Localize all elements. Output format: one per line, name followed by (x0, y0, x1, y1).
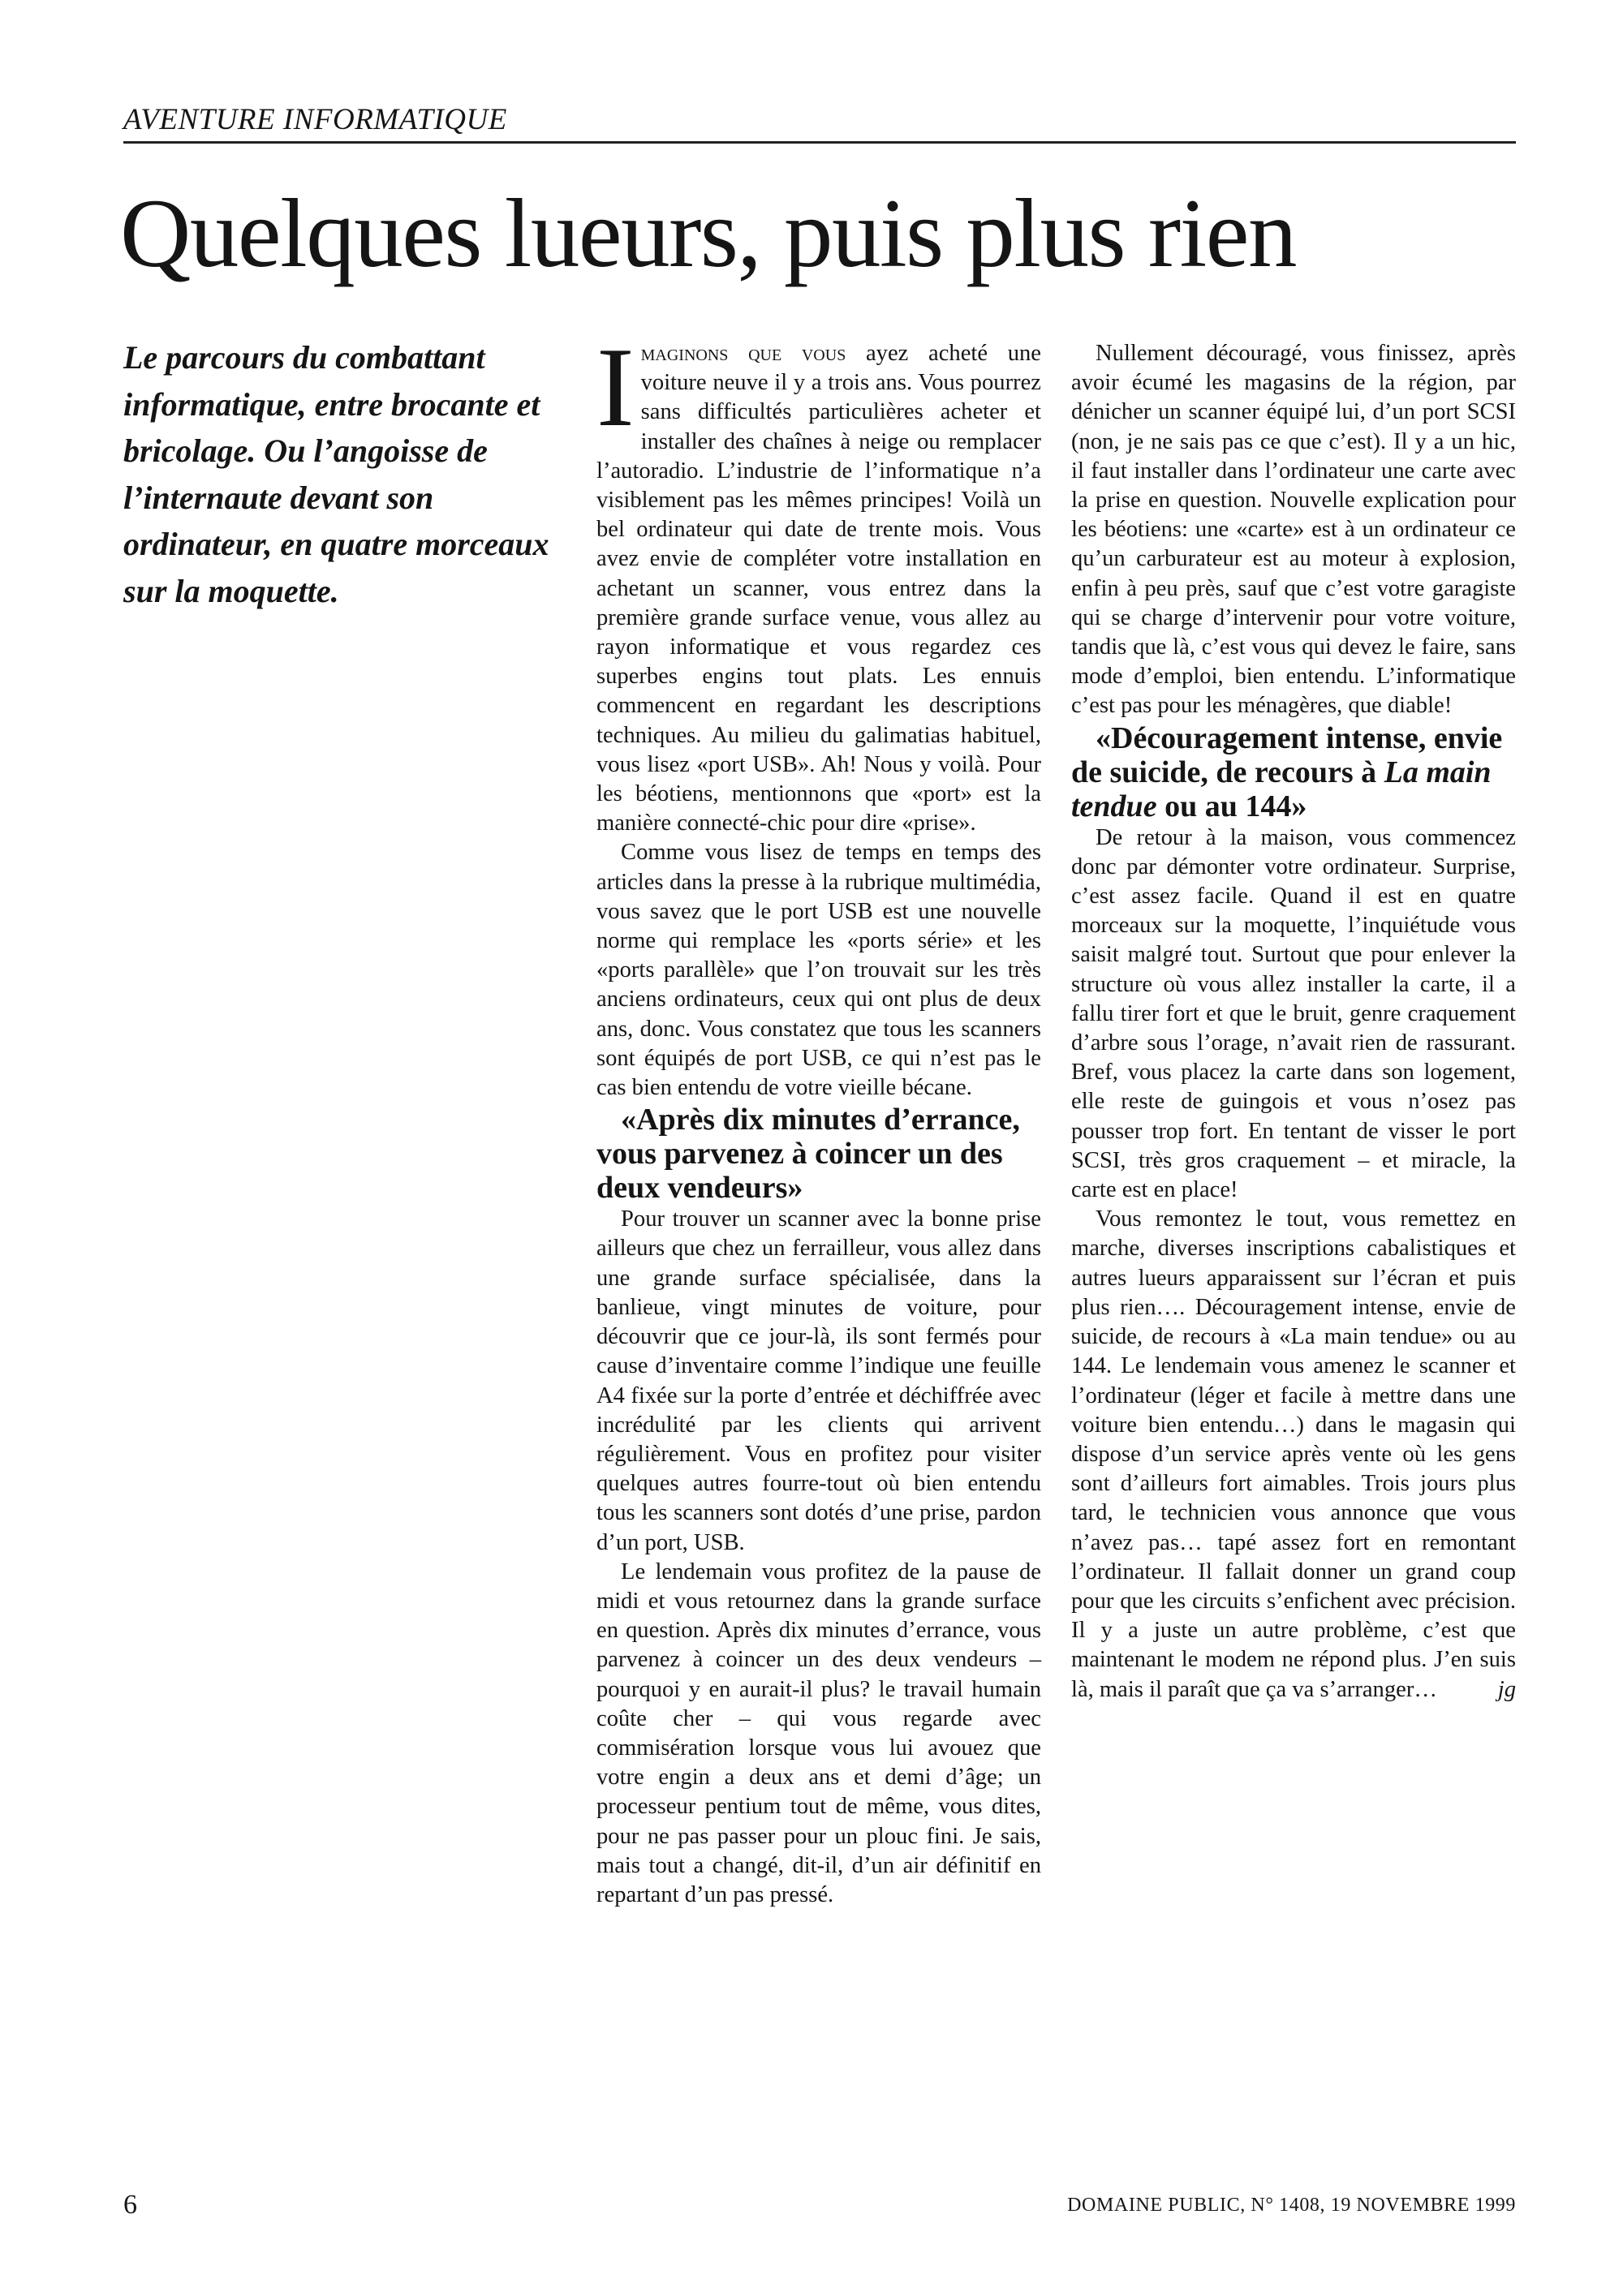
article-paragraph: Pour trouver un scanner avec la bonne prise ailleurs que chez un ferrailleur, vous allez dans une grande surface spécialisée, dans la banlieue, vingt minutes de voiture, pour découvrir que ce jour-là, ils sont fermés pour cause d’inventaire comme l’indique une feuille A4 fixée sur la porte d’entrée et déchiffrée avec incrédulité par les clients qui arrivent régulièrement. Vous en profitez pour visiter quelques autres fourre-tout où bien entendu tous les scanners sont dotés d’une prise, pardon d’un port, USB. (596, 1206, 1041, 1555)
article-paragraph: De retour à la maison, vous commencez donc par démonter votre ordinateur. Surprise, c’est assez facile. Quand il est en quatre morceaux sur la moquette, l’inquiétude vous saisit malgré tout. Surtout que pour enlever la structure où vous allez installer la carte, il a fallu tirer fort et que le bruit, genre craquement d’arbre sous l’orage, n’avait rien de rassurant. Bref, vous placez la carte dans son logement, elle reste de guingois et vous n’osez pas pousser trop fort. En tentant de visser le port SCSI, très gros craquement – et miracle, la carte est en place! (1071, 824, 1516, 1203)
section-rubric: AVENTURE INFORMATIQUE (123, 101, 1516, 144)
article-paragraph (596, 325, 1041, 838)
opening-small-caps: maginons que vous (640, 341, 846, 366)
subheading: «Après dix minutes d’errance, vous parvenez à coincer un des deux vendeurs» (596, 1103, 1020, 1206)
subheading-italic: La main tendue (1071, 755, 1492, 823)
article-paragraph (1071, 1205, 1516, 1704)
article-lead: Le parcours du combattant informatique, entre brocante et bricolage. Ou l’angoisse de l’internaute devant son ordinateur, en quatre morceaux sur la moquette. (123, 339, 549, 609)
page-number: 6 (123, 2190, 137, 2220)
article-paragraph: Comme vous lisez de temps en temps des articles dans la presse à la rubrique multimédia, vous savez que le port USB est une nouvelle norme qui remplace les «ports série» et les «ports parallèle» que l’on trouvait sur les très anciens ordinateurs, ceux qui ont plus de deux ans, donc. Vous constatez que tous les scanners sont équipés de port USB, ce qui n’est pas le cas bien entendu de votre vieille bécane. (596, 840, 1041, 1101)
author-signature: jg (1497, 1676, 1516, 1702)
subheading (1071, 721, 1516, 823)
article-paragraph: Nullement découragé, vous finissez, après avoir écumé les magasins de la région, par dénicher un scanner équipé lui, d’un port SCSI (non, je ne sais pas ce que c’est). Il y a un hic, il faut installer dans l’ordinateur une carte avec la prise en question. Nouvelle explication pour les béotiens: une «carte» est à un ordinateur ce qu’un carburateur est au moteur à explosion, enfin à peu près, sauf que c’est votre garagiste qui se charge d’intervenir pour votre voiture, tandis que là, c’est vous qui devez le faire, sans mode d’emploi, bien entendu. L’informatique c’est pas pour les ménagères, que diable! (1071, 341, 1516, 719)
article-column-1 (596, 325, 1041, 1910)
article-paragraph: Le lendemain vous profitez de la pause de midi et vous retournez dans la grande surface en question. Après dix minutes d’errance, vous parvenez à coincer un des deux vendeurs – pourquoi y en aurait-il plus? le travail humain coûte cher – qui vous regarde avec commisération lorsque vous lui avouez que votre engin a deux ans et demi d’âge; un processeur pentium tout de même, vous dites, pour ne pas passer pour un plouc fini. Je sais, mais tout a changé, dit-il, d’un air définitif en repartant d’un pas pressé. (596, 1559, 1041, 1907)
drop-cap: I (596, 325, 635, 450)
subheading-part: ou au 144» (1156, 789, 1307, 823)
article-column-2 (1071, 339, 1516, 1705)
article-title: Quelques lueurs, puis plus rien (120, 179, 1296, 288)
subheading-part: «Découragement intense, envie de suicide, de recours à (1071, 720, 1503, 789)
paragraph-text: Vous remontez le tout, vous remettez en marche, diverses inscriptions cabalistiques et autres lueurs apparaissent sur l’écran et puis plus rien…. Découragement intense, envie de suicide, de recours à «La main tendue» ou au 144. Le lendemain vous amenez le scanner et l’ordinateur (léger et facile à mettre dans une voiture bien entendu…) dans le magasin qui dispose d’un service après vente où les gens sont d’ailleurs fort aimables. Trois jours plus tard, le technicien vous annonce que vous n’avez pas… tapé assez fort en remontant l’ordinateur. Il fallait donner un grand coup pour que les circuits s’enfichent avec précision. Il y a juste un autre problème, c’est que maintenant le modem ne répond plus. J’en suis là, mais il paraît que ça va s’arranger… (1071, 1206, 1516, 1702)
publication-footer: DOMAINE PUBLIC, N° 1408, 19 NOVEMBRE 1999 (1067, 2195, 1516, 2216)
paragraph-text: ayez acheté une voiture neuve il y a trois ans. Vous pourrez sans difficultés particulières acheter et installer des chaînes à neige ou remplacer l’autoradio. L’industrie de l’informatique n’a visiblement pas les mêmes principes! Voilà un bel ordinateur qui date de trente mois. Vous avez envie de compléter votre installation en achetant un scanner, vous entrez dans la première grande surface venue, vous allez au rayon informatique et vous regardez ces superbes engins tout plats. Les ennuis commencent en regardant les descriptions techniques. Au milieu du galimatias habituel, vous lisez «port USB». Ah! Nous y voilà. Pour les béotiens, mentionnons que «port» est la manière connecté-chic pour dire «prise». (596, 341, 1041, 836)
